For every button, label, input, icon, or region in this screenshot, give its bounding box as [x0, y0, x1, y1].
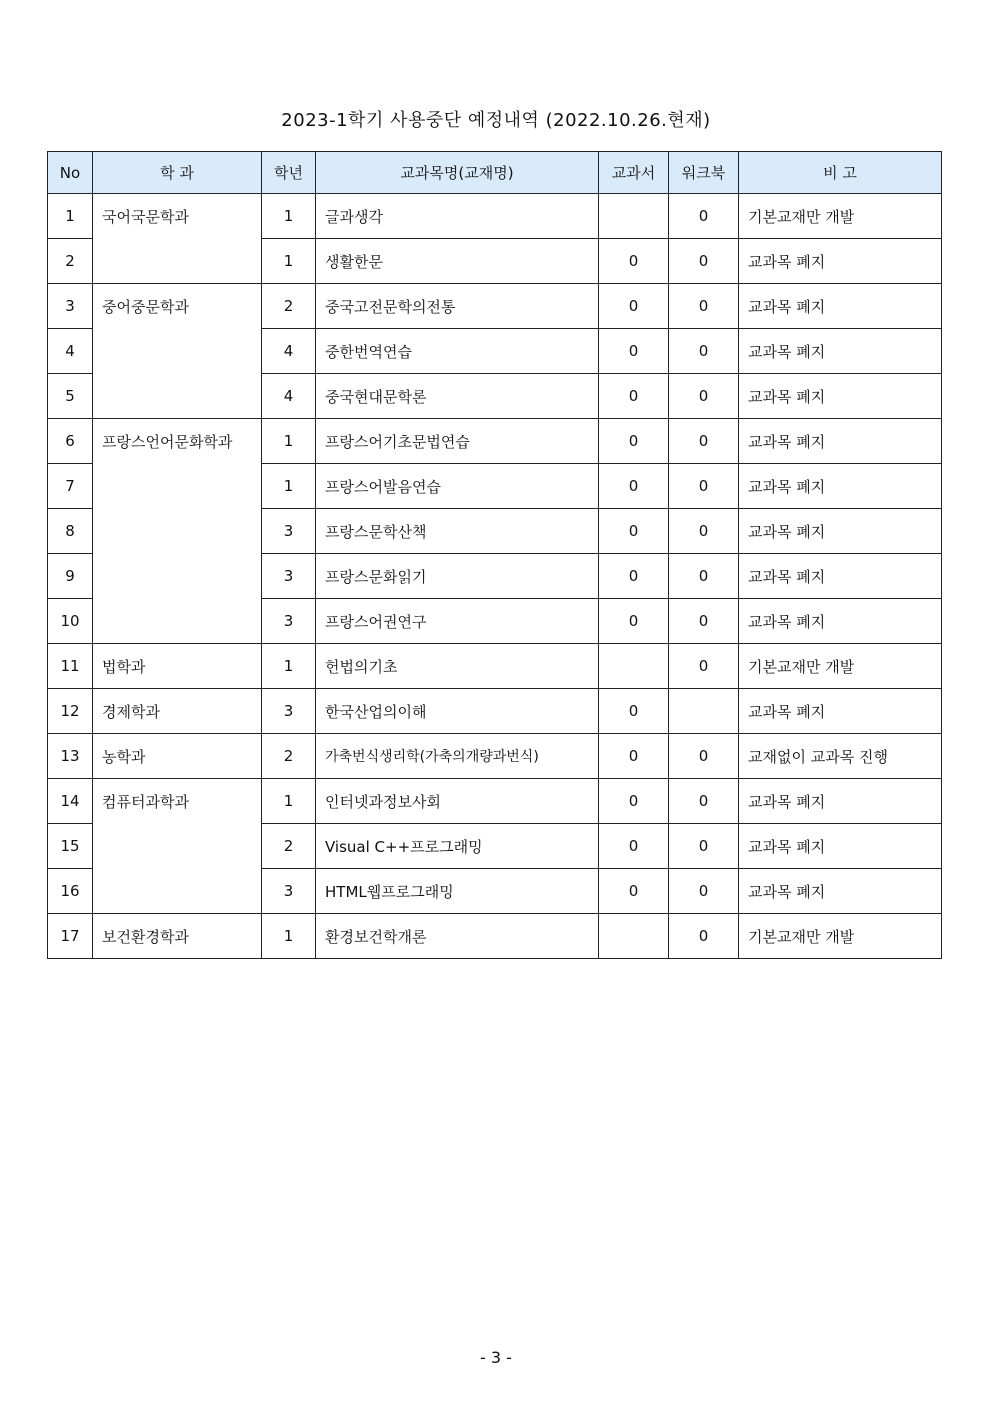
- header-course: 교과목명(교재명): [316, 152, 599, 194]
- cell-workbook: 0: [669, 239, 739, 284]
- cell-note: 교과목 폐지: [739, 779, 942, 824]
- cell-year: 3: [262, 869, 316, 914]
- cell-year: 2: [262, 284, 316, 329]
- cell-course: 중국현대문학론: [316, 374, 599, 419]
- cell-dept: 법학과: [93, 644, 262, 689]
- cell-year: 1: [262, 419, 316, 464]
- cell-year: 3: [262, 689, 316, 734]
- cell-year: 2: [262, 734, 316, 779]
- cell-workbook: 0: [669, 284, 739, 329]
- cell-textbook: 0: [599, 689, 669, 734]
- cell-course: 글과생각: [316, 194, 599, 239]
- cell-year: 3: [262, 554, 316, 599]
- table-row: [48, 779, 942, 824]
- cell-workbook: 0: [669, 644, 739, 689]
- table-row: [48, 644, 942, 689]
- cell-no: 16: [48, 869, 93, 914]
- cell-note: 교과목 폐지: [739, 464, 942, 509]
- cell-textbook: 0: [599, 554, 669, 599]
- cell-note: 교과목 폐지: [739, 374, 942, 419]
- cell-textbook: 0: [599, 869, 669, 914]
- cell-workbook: 0: [669, 419, 739, 464]
- cell-no: 15: [48, 824, 93, 869]
- cell-course: 생활한문: [316, 239, 599, 284]
- table-row: [48, 284, 942, 329]
- cell-no: 9: [48, 554, 93, 599]
- cell-course: 인터넷과정보사회: [316, 779, 599, 824]
- cell-no: 2: [48, 239, 93, 284]
- cell-no: 3: [48, 284, 93, 329]
- cell-year: 4: [262, 329, 316, 374]
- table-row: [48, 734, 942, 779]
- cell-year: 2: [262, 824, 316, 869]
- cell-year: 1: [262, 464, 316, 509]
- cell-textbook: [599, 194, 669, 239]
- cell-textbook: 0: [599, 734, 669, 779]
- cell-course: 가축번식생리학(가축의개량과번식): [316, 734, 599, 779]
- cell-note: 교과목 폐지: [739, 419, 942, 464]
- cell-note: 교재없이 교과목 진행: [739, 734, 942, 779]
- page-number: - 3 -: [480, 1348, 512, 1367]
- cell-note: 교과목 폐지: [739, 284, 942, 329]
- cell-workbook: 0: [669, 194, 739, 239]
- cell-workbook: 0: [669, 824, 739, 869]
- header-dept: 학 과: [93, 152, 262, 194]
- cell-textbook: [599, 914, 669, 959]
- cell-course: 프랑스문학산책: [316, 509, 599, 554]
- cell-no: 14: [48, 779, 93, 824]
- header-no: No: [48, 152, 93, 194]
- cell-year: 1: [262, 644, 316, 689]
- cell-textbook: 0: [599, 509, 669, 554]
- cell-course: 프랑스어권연구: [316, 599, 599, 644]
- cell-course: Visual C++프로그래밍: [316, 824, 599, 869]
- cell-workbook: 0: [669, 914, 739, 959]
- cell-no: 1: [48, 194, 93, 239]
- cell-textbook: 0: [599, 329, 669, 374]
- cell-workbook: 0: [669, 329, 739, 374]
- cell-note: 교과목 폐지: [739, 824, 942, 869]
- cell-no: 12: [48, 689, 93, 734]
- cell-dept: 경제학과: [93, 689, 262, 734]
- cell-note: 기본교재만 개발: [739, 194, 942, 239]
- cell-note: 교과목 폐지: [739, 599, 942, 644]
- cell-note: 교과목 폐지: [739, 329, 942, 374]
- cell-workbook: 0: [669, 779, 739, 824]
- cell-dept: 컴퓨터과학과: [93, 779, 262, 914]
- header-note: 비 고: [739, 152, 942, 194]
- cell-no: 6: [48, 419, 93, 464]
- cell-textbook: 0: [599, 239, 669, 284]
- cell-note: 기본교재만 개발: [739, 644, 942, 689]
- cell-textbook: 0: [599, 374, 669, 419]
- cell-no: 10: [48, 599, 93, 644]
- table-header-row: [48, 152, 942, 194]
- cell-textbook: 0: [599, 824, 669, 869]
- cell-workbook: 0: [669, 374, 739, 419]
- table-row: [48, 194, 942, 239]
- cell-year: 1: [262, 779, 316, 824]
- cell-no: 5: [48, 374, 93, 419]
- cell-course: 환경보건학개론: [316, 914, 599, 959]
- cell-year: 1: [262, 239, 316, 284]
- cell-course: 헌법의기초: [316, 644, 599, 689]
- cell-textbook: [599, 644, 669, 689]
- cell-no: 4: [48, 329, 93, 374]
- cell-workbook: 0: [669, 734, 739, 779]
- cell-course: 프랑스어발음연습: [316, 464, 599, 509]
- header-workbook: 워크북: [669, 152, 739, 194]
- cell-workbook: 0: [669, 554, 739, 599]
- cell-course: 중국고전문학의전통: [316, 284, 599, 329]
- cell-workbook: 0: [669, 509, 739, 554]
- cell-workbook: 0: [669, 599, 739, 644]
- cell-note: 교과목 폐지: [739, 689, 942, 734]
- cell-note: 교과목 폐지: [739, 239, 942, 284]
- cell-no: 17: [48, 914, 93, 959]
- cell-note: 기본교재만 개발: [739, 914, 942, 959]
- table-row: [48, 914, 942, 959]
- course-discontinuation-table: [47, 151, 942, 959]
- cell-no: 7: [48, 464, 93, 509]
- cell-textbook: 0: [599, 419, 669, 464]
- cell-no: 8: [48, 509, 93, 554]
- cell-year: 3: [262, 599, 316, 644]
- cell-dept: 보건환경학과: [93, 914, 262, 959]
- cell-course: 중한번역연습: [316, 329, 599, 374]
- cell-textbook: 0: [599, 599, 669, 644]
- header-year: 학년: [262, 152, 316, 194]
- cell-no: 13: [48, 734, 93, 779]
- cell-dept: 국어국문학과: [93, 194, 262, 284]
- cell-year: 1: [262, 194, 316, 239]
- cell-textbook: 0: [599, 779, 669, 824]
- cell-textbook: 0: [599, 464, 669, 509]
- cell-note: 교과목 폐지: [739, 509, 942, 554]
- cell-year: 3: [262, 509, 316, 554]
- cell-workbook: 0: [669, 464, 739, 509]
- cell-course: 프랑스문화읽기: [316, 554, 599, 599]
- cell-dept: 농학과: [93, 734, 262, 779]
- table-row: [48, 419, 942, 464]
- cell-note: 교과목 폐지: [739, 554, 942, 599]
- cell-course: 한국산업의이해: [316, 689, 599, 734]
- table-row: [48, 689, 942, 734]
- cell-course: 프랑스어기초문법연습: [316, 419, 599, 464]
- cell-workbook: [669, 689, 739, 734]
- cell-no: 11: [48, 644, 93, 689]
- cell-note: 교과목 폐지: [739, 869, 942, 914]
- cell-workbook: 0: [669, 869, 739, 914]
- cell-year: 1: [262, 914, 316, 959]
- cell-year: 4: [262, 374, 316, 419]
- header-textbook: 교과서: [599, 152, 669, 194]
- cell-course: HTML웹프로그래밍: [316, 869, 599, 914]
- document-title: 2023-1학기 사용중단 예정내역 (2022.10.26.현재): [281, 110, 711, 131]
- cell-textbook: 0: [599, 284, 669, 329]
- cell-dept: 중어중문학과: [93, 284, 262, 419]
- cell-dept: 프랑스언어문화학과: [93, 419, 262, 644]
